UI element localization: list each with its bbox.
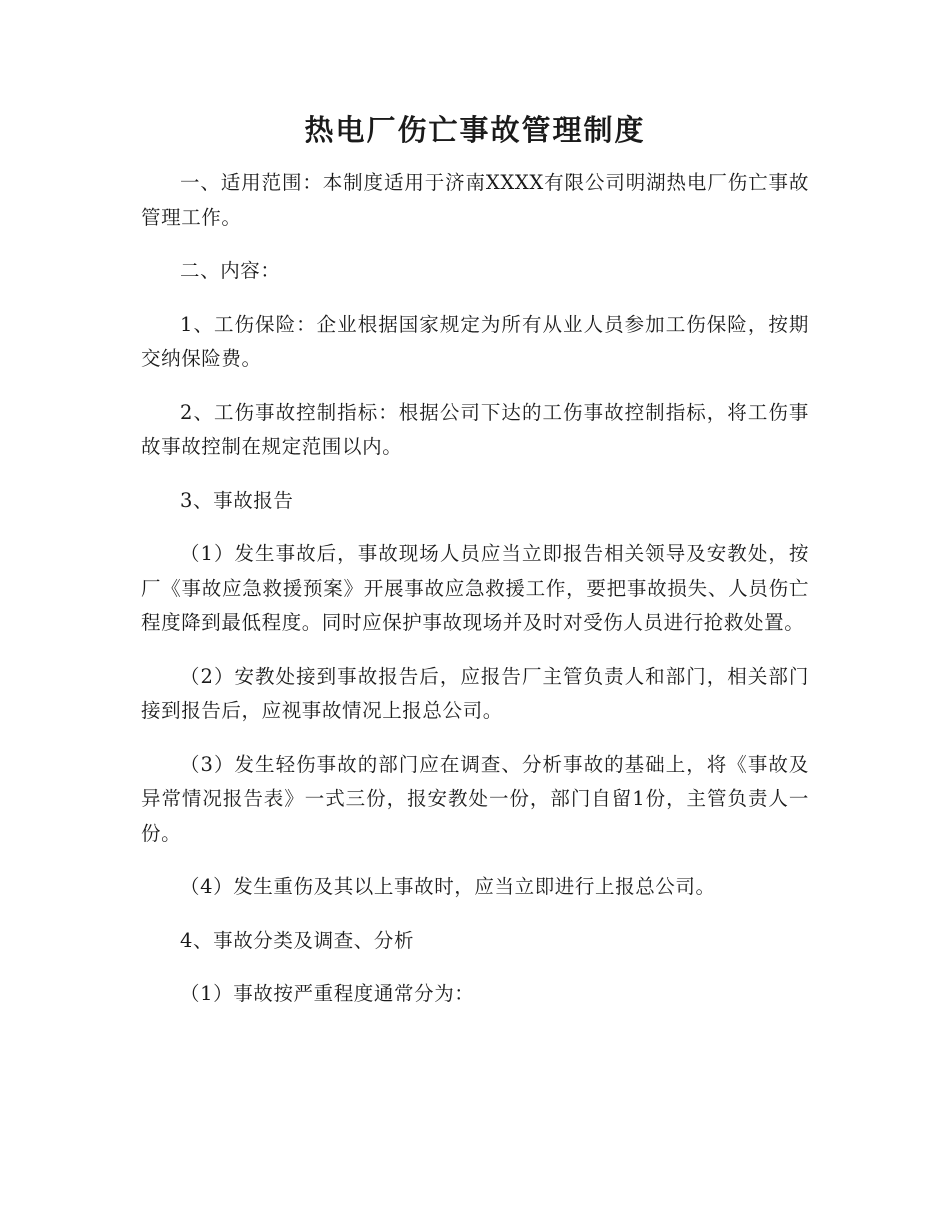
paragraph-content-heading: 二、内容： [180, 259, 281, 282]
paragraph-report-item-3: （3）发生轻伤事故的部门应在调查、分析事故的基础上，将《事故及异常情况报告表》一式三份，报安教处一份，部门自留1份，主管负责人一份。 [141, 752, 809, 845]
paragraph-report-item-2: （2）安教处接到事故报告后，应报告厂主管负责人和部门，相关部门接到报告后，应视事故情况上报总公司。 [141, 664, 809, 722]
document-body [141, 166, 809, 1031]
paragraph-control-index: 2、工伤事故控制指标：根据公司下达的工伤事故控制指标，将工伤事故事故控制在规定范围以内。 [141, 400, 809, 458]
paragraph-scope: 一、适用范围：本制度适用于济南XXXX有限公司明湖热电厂伤亡事故管理工作。 [141, 171, 809, 229]
paragraph-report-item-1: （1）发生事故后，事故现场人员应当立即报告相关领导及安教处，按厂《事故应急救援预案》开展事故应急救援工作，要把事故损失、人员伤亡程度降到最低程度。同时应保护事故现场并及时对受伤人员进行抢救处置。 [141, 542, 809, 634]
document-title: 热电厂伤亡事故管理制度 [304, 113, 646, 147]
paragraph-report-item-4: （4）发生重伤及其以上事故时，应当立即进行上报总公司。 [180, 875, 716, 898]
paragraph-classification-heading: 4、事故分类及调查、分析 [180, 928, 415, 952]
paragraph-insurance: 1、工伤保险：企业根据国家规定为所有从业人员参加工伤保险，按期交纳保险费。 [141, 312, 809, 370]
paragraph-accident-report-heading: 3、事故报告 [180, 488, 294, 512]
paragraph-classification-item-1: （1）事故按严重程度通常分为： [180, 982, 475, 1005]
